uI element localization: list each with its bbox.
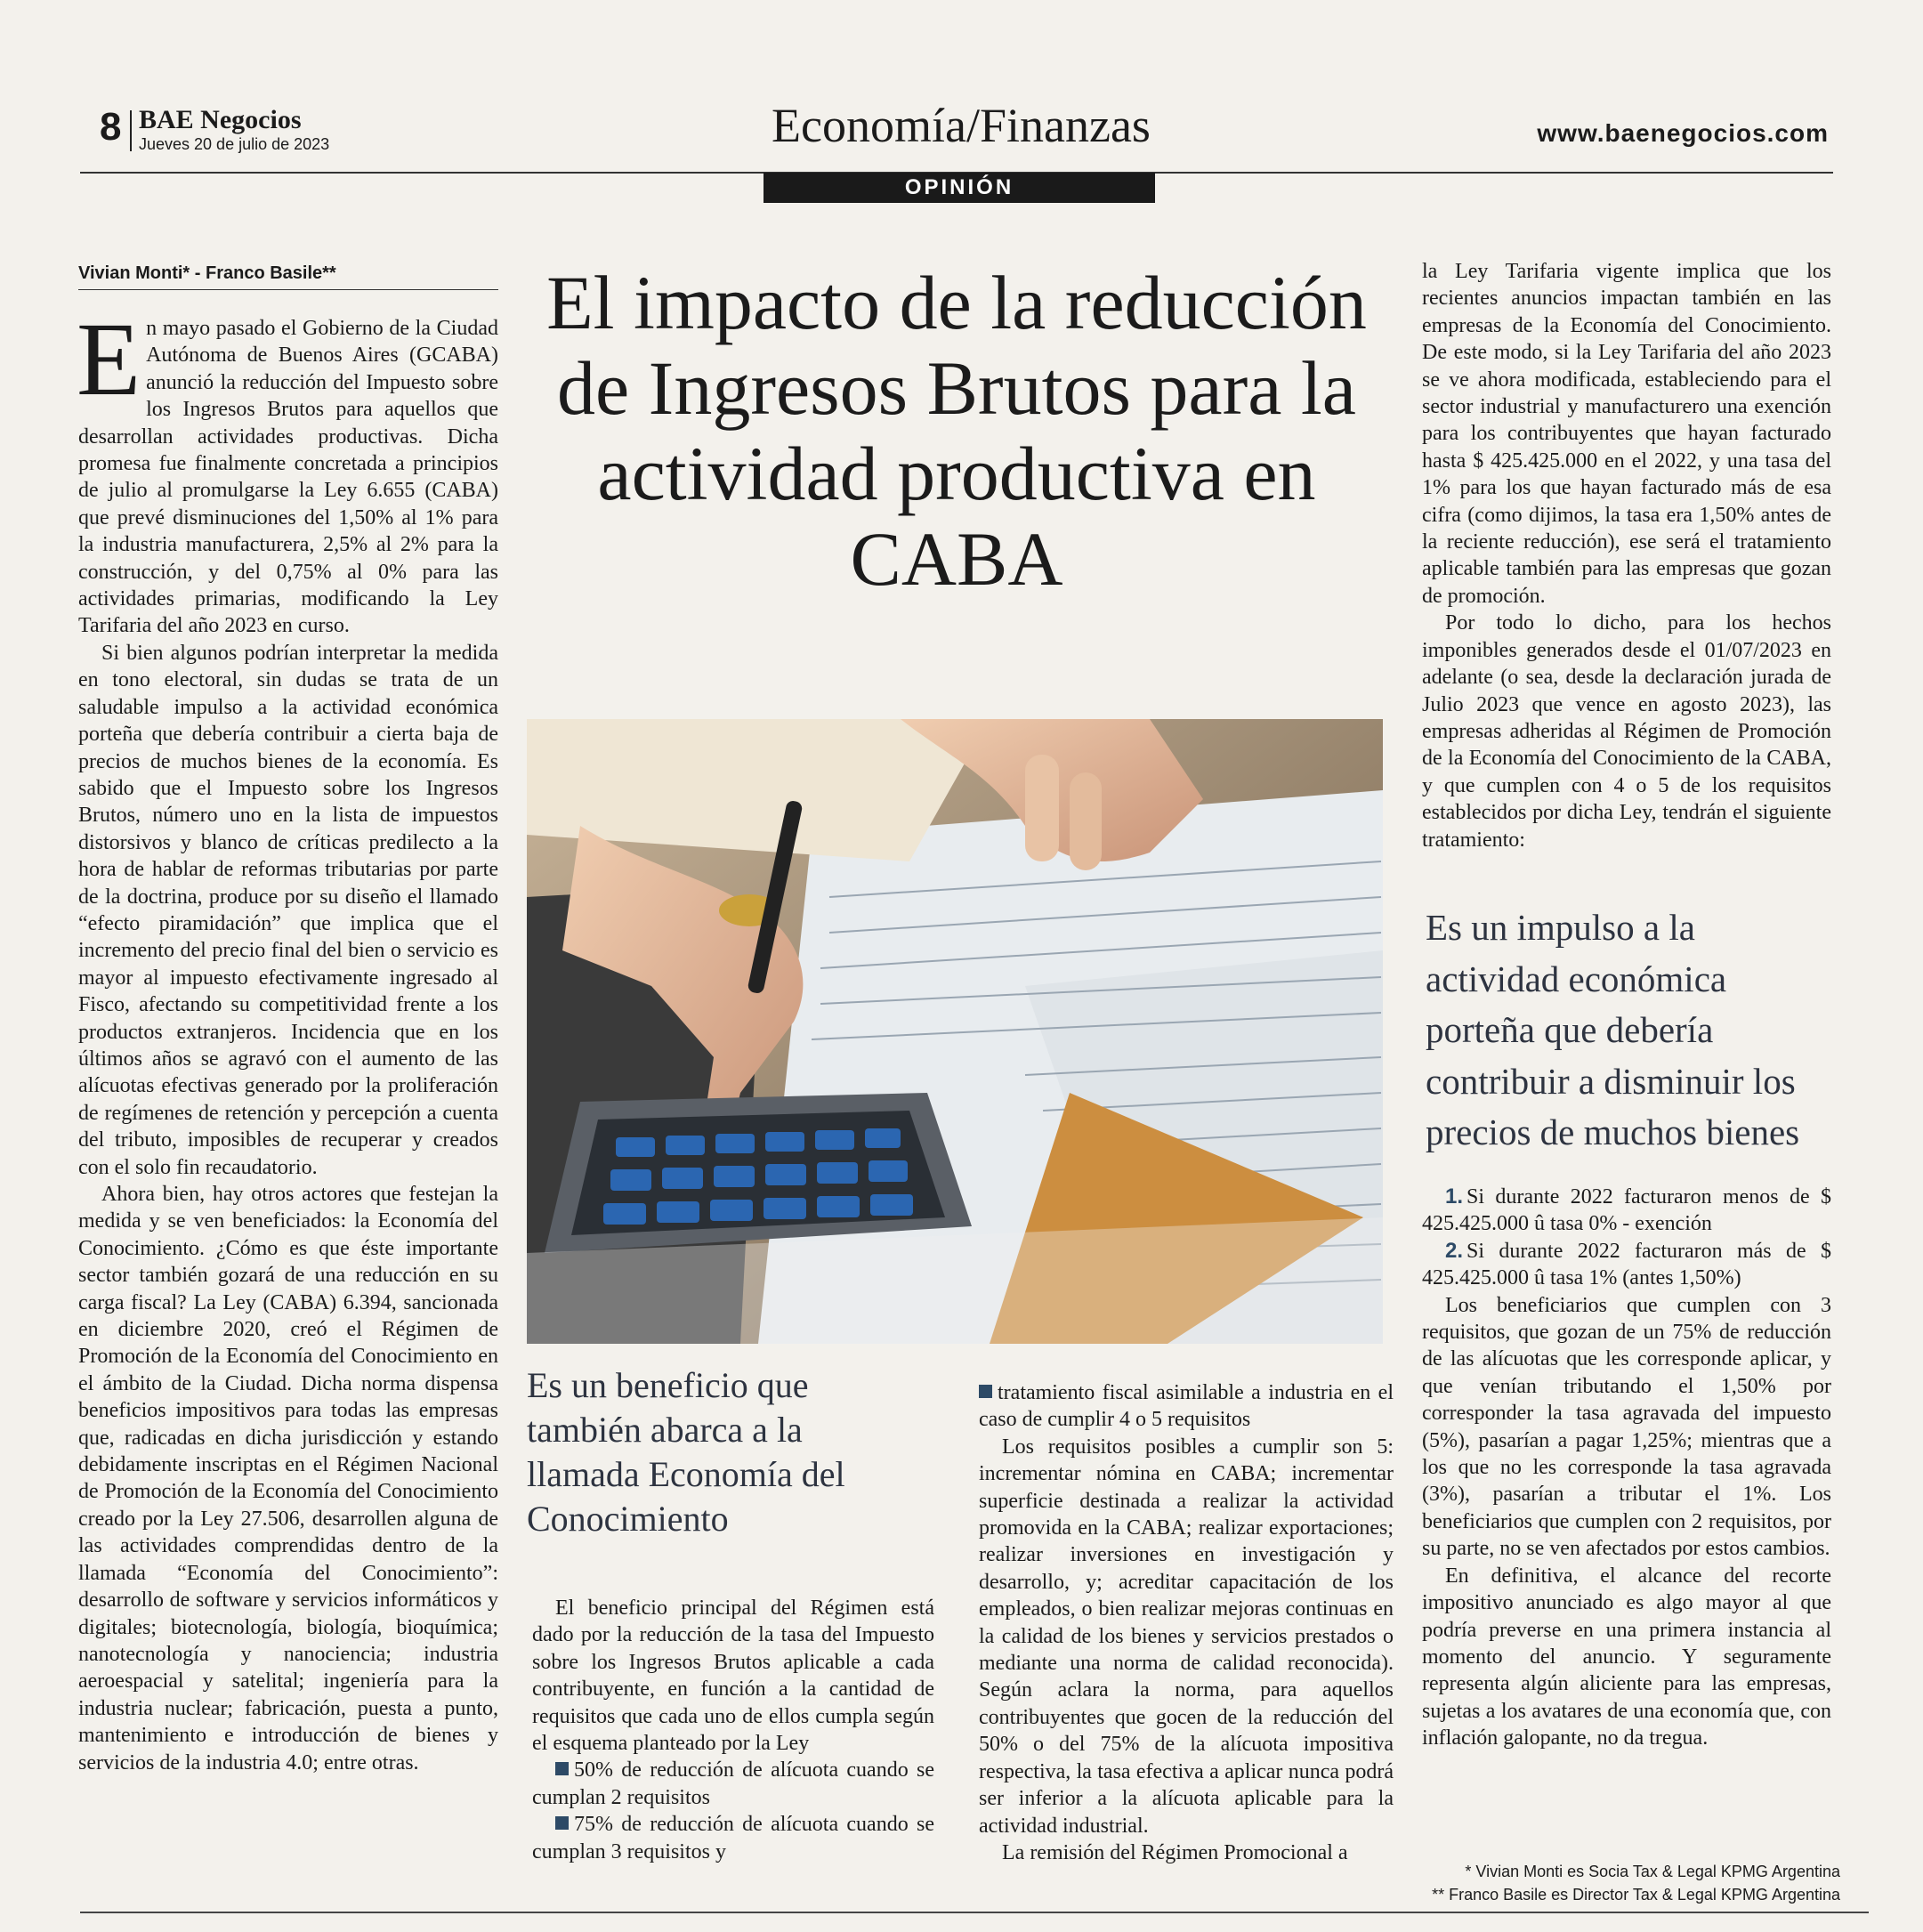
footnote-monti: * Vivian Monti es Socia Tax & Legal KPMG Argentina bbox=[1465, 1863, 1840, 1880]
page-number: 8 bbox=[100, 105, 122, 149]
article-photo bbox=[527, 719, 1383, 1344]
website-link[interactable]: www.baenegocios.com bbox=[1537, 119, 1829, 147]
numbered-item: 2. Si durante 2022 facturaron más de $ 425.425.000 û tasa 1% (antes 1,50%) bbox=[1422, 1238, 1831, 1290]
column-3 bbox=[979, 1379, 1394, 1866]
item-number: 1. bbox=[1445, 1184, 1464, 1209]
bullet-square-icon bbox=[555, 1762, 569, 1775]
header-divider bbox=[130, 110, 132, 151]
bullet-square-icon bbox=[979, 1385, 992, 1398]
footnotes bbox=[1422, 1860, 1840, 1906]
column-4-top bbox=[1422, 258, 1831, 853]
paragraph: Los requisitos posibles a cumplir son 5: incrementar nómina en CABA; incrementar superficie destinada a realizar la actividad promovida en la CABA; realizar exportaciones; realizar inversiones en investigación y desarrollo, y; acreditar capacitación de los empleados, o bien realizar mejoras continuas en la calidad de los bienes y servicios prestados o mediante una norma de calidad reconocida). Según aclara la norma, para aquellos contribuyentes que gocen de la reducción del 50% o del 75% de la alícuota impositiva respectiva, la tasa efectiva a aplicar nunca podrá ser inferior a la alícuota aplicable para la actividad industrial. bbox=[979, 1435, 1394, 1838]
footer-rule bbox=[80, 1912, 1869, 1913]
bullet-item: 75% de reducción de alícuota cuando se cumplan 3 requisitos y bbox=[532, 1813, 934, 1863]
paragraph: La remisión del Régimen Promocional a bbox=[1002, 1840, 1348, 1864]
paragraph: Los beneficiarios que cumplen con 3 requisitos, que gozan de un 75% de reducción de las alícuotas que les corresponde aplicar, y que venían tributando el 1,50% por corresponder la tasa agravada del impuesto (5%), pasarían a pagar 1,25%; mientras que a los que no les corresponde la tasa agravada (3%), pasarían a tributar el 1%. Los beneficiarios que cumplen con 2 requisitos, por su parte, no se ven afectados por estos cambios. bbox=[1422, 1293, 1831, 1561]
article-title: El impacto de la reducción de Ingresos Brutos para la actividad productiva en CABA bbox=[546, 260, 1367, 602]
paragraph: la Ley Tarifaria vigente implica que los recientes anuncios impactan también en las empresas de la Economía del Conocimiento. De este modo, si la Ley Tarifaria del año 2023 se ve ahora modificada, estableciendo para el sector industrial y manufacturero una exención para los contribuyentes que hayan facturado hasta $ 425.425.000 en el 2022, y una tasa del 1% para los que hayan facturado más de esa cifra (como dijimos, la tasa era 1,50% antes de la reciente reducción), ese será el tratamiento aplicable también para las empresas que gozan de promoción. bbox=[1422, 260, 1831, 608]
section-title: Economía/Finanzas bbox=[772, 99, 1151, 152]
publication-date: Jueves 20 de julio de 2023 bbox=[139, 135, 330, 153]
byline: Vivian Monti* - Franco Basile** bbox=[78, 263, 498, 290]
bullet-square-icon bbox=[555, 1816, 569, 1830]
calculator-photo-icon bbox=[527, 719, 1383, 1344]
lead-paragraph: En mayo pasado el Gobierno de la Ciudad Autónoma de Buenos Aires (GCABA) anunció la reducción del Impuesto sobre los Ingresos Brutos para aquellos que desarrollan actividades productivas. Dicha promesa fue finalmente concretada a principios de julio al promulgarse la Ley 6.655 (CABA) que prevé disminuciones del 1,50% al 1% para la industria manufacturera, 2,5% al 2% para la construcción, y del 0,75% al 0% para las actividades primarias, modificando la Ley Tarifaria del año 2023 en curso. bbox=[77, 301, 498, 638]
pull-quote-2: Es un impulso a la actividad económica porteña que debería contribuir a disminuir los precios de muchos bienes bbox=[1426, 907, 1800, 1152]
numbered-item: 1. Si durante 2022 facturaron menos de $ 425.425.000 û tasa 0% - exención bbox=[1422, 1184, 1831, 1236]
paragraph: Si bien algunos podrían interpretar la medida en tono electoral, sin dudas se trata de un saludable impulso a la actividad económica porteña que debería contribuir a cierta baja de precios de muchos bienes de la economía. Es sabido que el Impuesto sobre los Ingresos Brutos, número uno en la lista de impuestos distorsivos y blanco de críticas predilecto a la hora de hablar de reformas tributarias por parte de la doctrina, produce por su diseño el llamado “efecto piramidación” que implica que el incremento del precio final del bien o servicio es mayor al impuesto efectivamente ingresado al Fisco, afectando su competitividad frente a los productos extranjeros. Incidencia que en los últimos años se agravó con el aumento de las alícuotas efectivas generado por la proliferación de regímenes de retención y percepción a cuenta del tributo, imposibles de recuperar y creados con el solo fin recaudatorio. bbox=[78, 641, 498, 1179]
paragraph: En definitiva, el alcance del recorte impositivo anunciado es algo mayor al que podría preverse en una primera instancia al momento del anuncio. Y seguramente representa algún aliciente para las empresas, sujetas a los avatares de una economía que, con inflación galopante, no da tregua. bbox=[1422, 1564, 1831, 1750]
paragraph: Por todo lo dicho, para los hechos imponibles generados desde el 01/07/2023 en adelante (o sea, desde la declaración jurada de Julio 2023 que vence en agosto 2023), las empresas adheridas al Régimen de Promoción de la Economía del Conocimiento de la CABA, y que cumplen con 4 o 5 de los requisitos establecidos por dicha Ley, tendrán el siguiente tratamiento: bbox=[1422, 611, 1831, 852]
bullet-item: 50% de reducción de alícuota cuando se cumplan 2 requisitos bbox=[532, 1758, 934, 1809]
pull-quote-1: Es un beneficio que también abarca a la llamada Economía del Conocimiento bbox=[527, 1365, 845, 1539]
bullet-item: tratamiento fiscal asimilable a industria en el caso de cumplir 4 o 5 requisitos bbox=[979, 1381, 1394, 1432]
column-1 bbox=[77, 301, 498, 1776]
drop-cap: E bbox=[77, 301, 141, 417]
column-4-bottom bbox=[1422, 1184, 1831, 1752]
opinion-tag: OPINIÓN bbox=[764, 173, 1155, 203]
paragraph: Ahora bien, hay otros actores que festejan la medida y se ven beneficiados: la Economía del Conocimiento. ¿Cómo es que éste importante sector también gozará de una reducción en su carga fiscal? La Ley (CABA) 6.394, sancionada en diciembre 2020, creó el Régimen de Promoción de la Economía del Conocimiento en el ámbito de la Ciudad. Dicha norma dispensa beneficios impositivos para todas las empresas que, radicadas en dicha jurisdicción y estando debidamente inscriptas en el Régimen Nacional de Promoción de la Economía del Conocimiento creado por la Ley 27.506, desarrollen alguna de las actividades comprendidas dentro de la llamada “Economía del Conocimiento”: desarrollo de software y servicios informáticos y digitales; biotecnología, biología, bioquímica; nanotecnología y nanociencia; industria aeroespacial y satelital; ingeniería para la industria nuclear; fabricación, puesta a punto, mantenimiento e introducción de bienes y servicios de la industria 4.0; entre otras. bbox=[78, 1183, 498, 1774]
publication-name: BAE Negocios bbox=[139, 105, 302, 134]
column-2 bbox=[532, 1595, 934, 1865]
footnote-basile: ** Franco Basile es Director Tax & Legal KPMG Argentina bbox=[1432, 1886, 1840, 1904]
item-number: 2. bbox=[1445, 1238, 1464, 1263]
paragraph: El beneficio principal del Régimen está dado por la reducción de la tasa del Impuesto sobre los Ingresos Brutos aplicable a cada contribuyente, en función a la cantidad de requisitos que cada uno de ellos cumpla según el esquema planteado por la Ley bbox=[532, 1597, 934, 1756]
